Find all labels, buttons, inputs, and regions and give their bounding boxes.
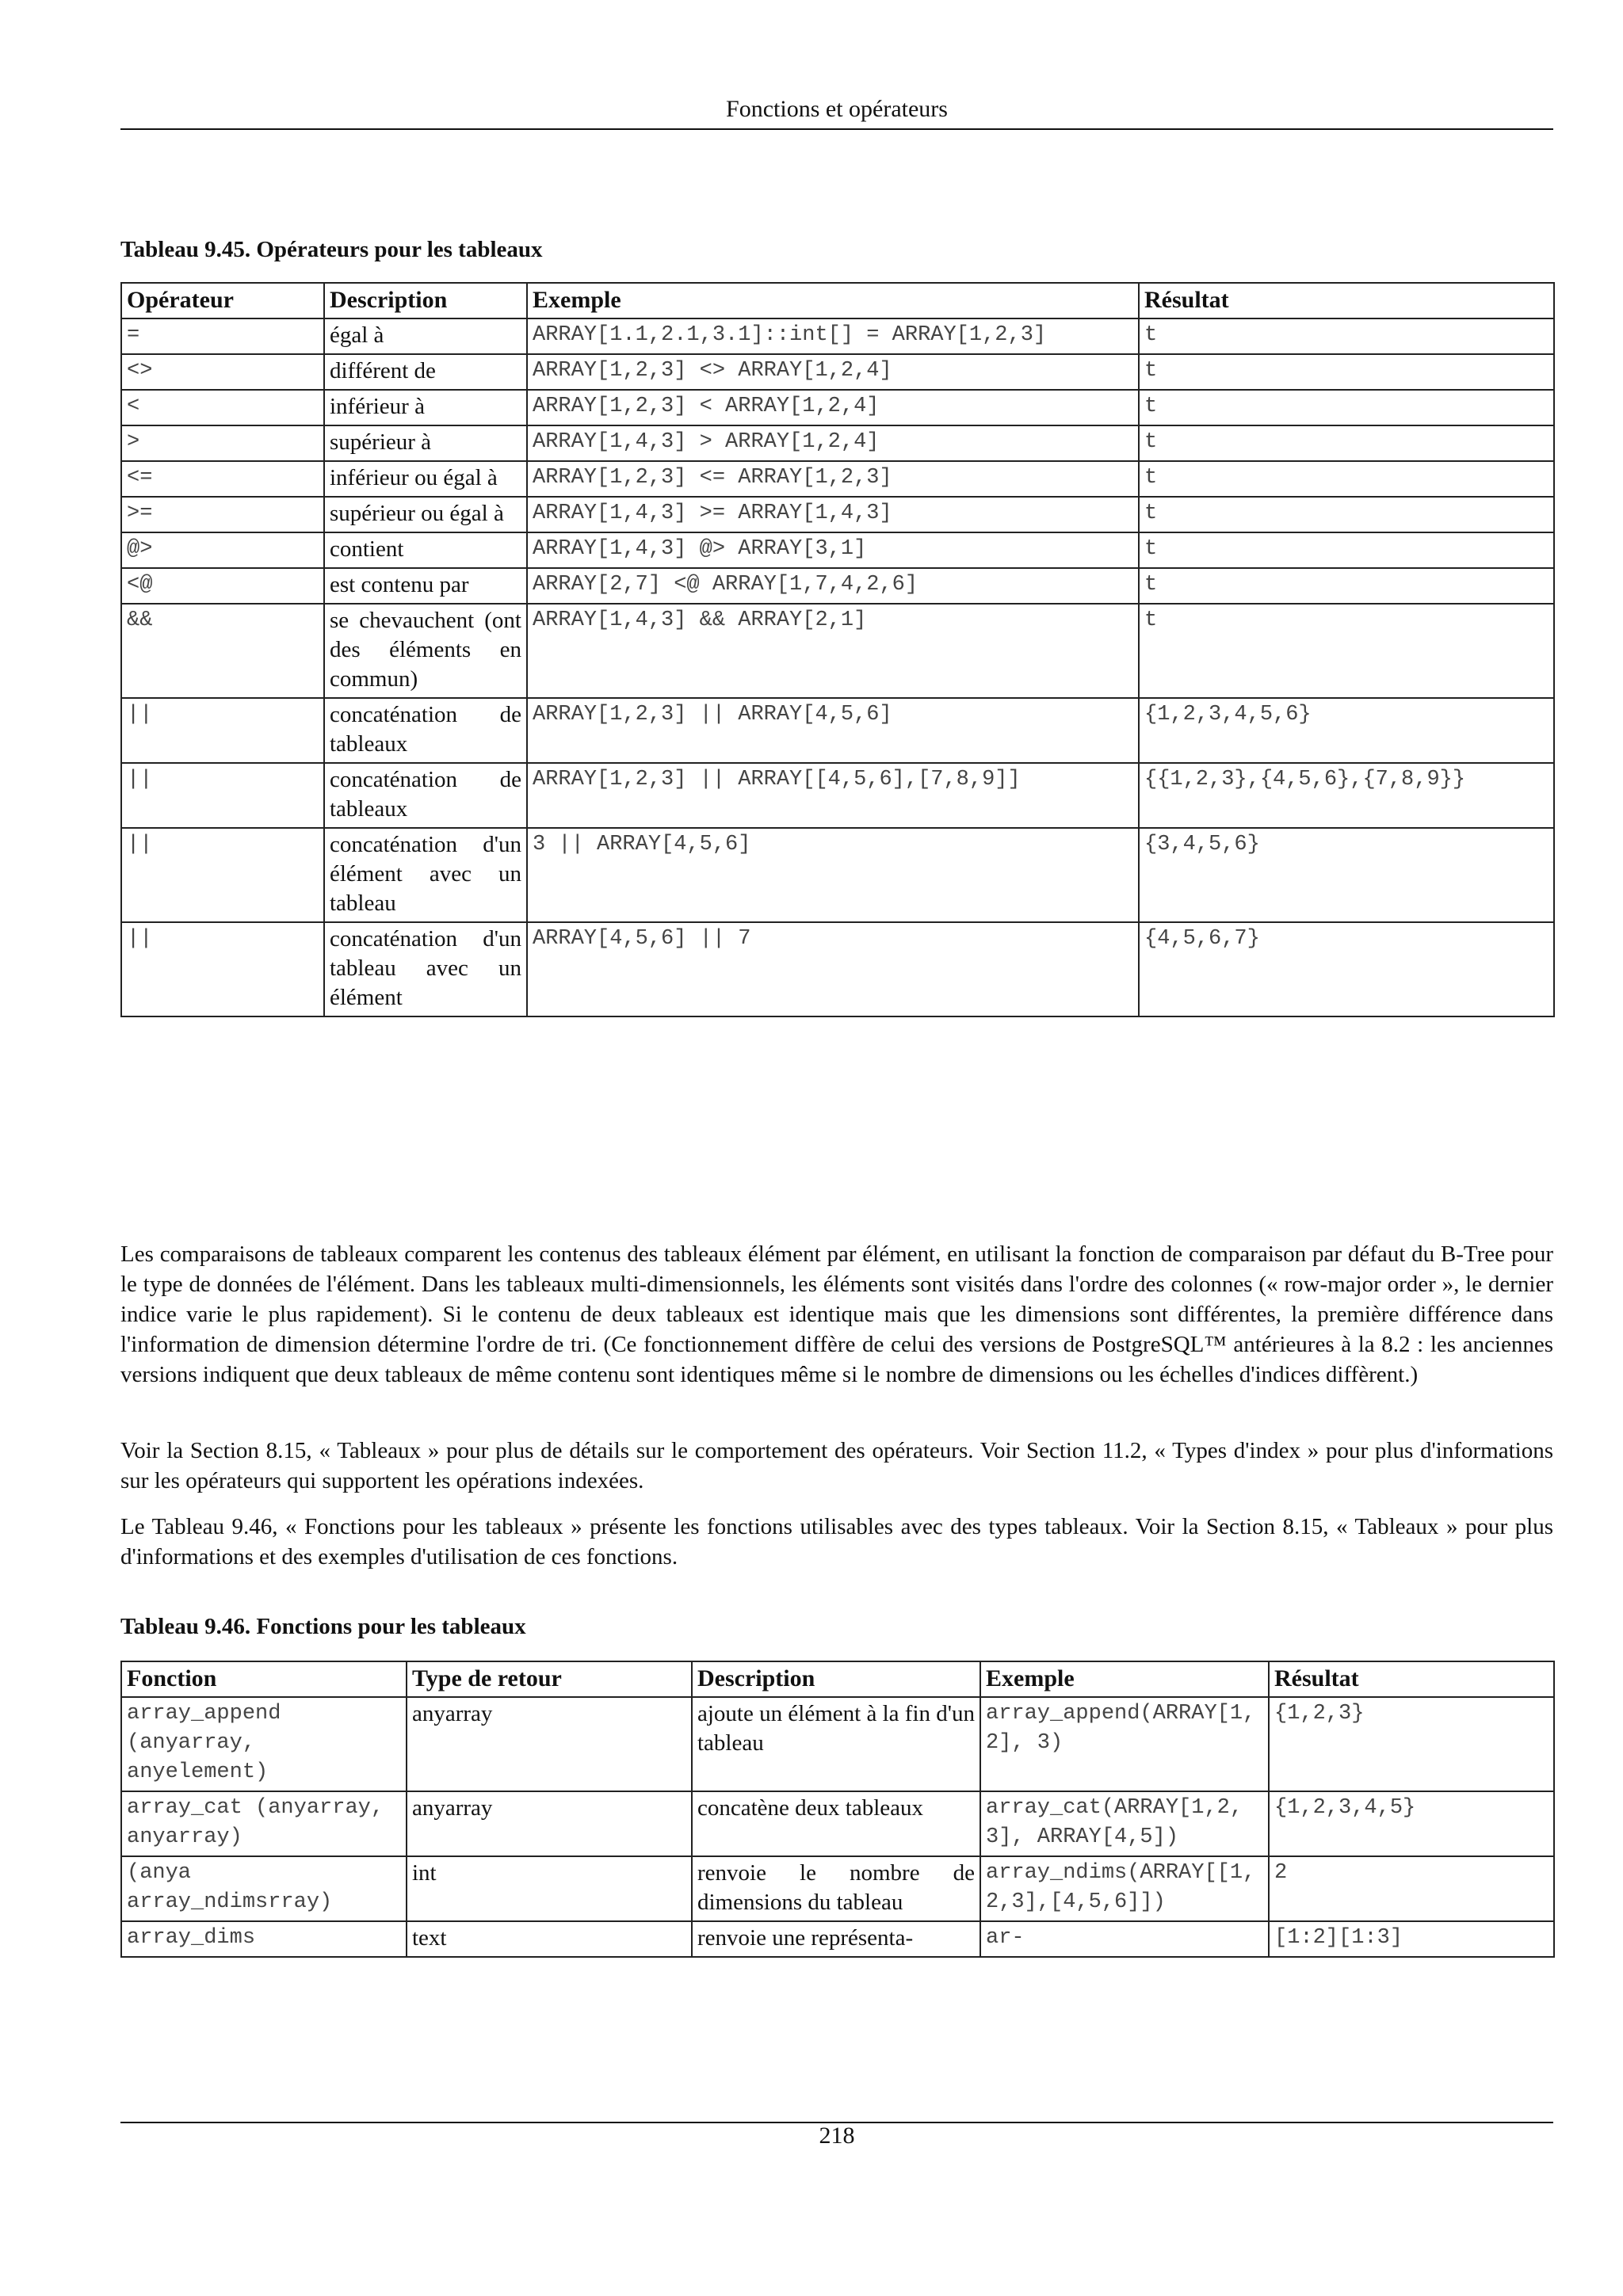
table-header-row xyxy=(121,283,1554,318)
description-cell: contient xyxy=(324,532,527,568)
result-cell: {1,2,3,4,5,6} xyxy=(1139,698,1554,763)
table-row xyxy=(121,1791,1554,1856)
result-cell: t xyxy=(1139,461,1554,497)
table-caption-9-45: Tableau 9.45. Opérateurs pour les tableaux xyxy=(120,237,543,262)
operator-cell: > xyxy=(121,425,324,461)
table-row xyxy=(121,497,1554,532)
running-header: Fonctions et opérateurs xyxy=(726,96,948,122)
description-cell: inférieur ou égal à xyxy=(324,461,527,497)
description-cell: est contenu par xyxy=(324,568,527,604)
description-cell: égal à xyxy=(324,318,527,354)
function-cell: array_append (anyarray, anyelement) xyxy=(121,1697,407,1791)
return-type-cell: anyarray xyxy=(407,1697,692,1791)
example-cell: ARRAY[1,2,3] || ARRAY[4,5,6] xyxy=(527,698,1139,763)
table-row xyxy=(121,922,1554,1016)
table-row xyxy=(121,425,1554,461)
return-type-cell: anyarray xyxy=(407,1791,692,1856)
operator-cell: = xyxy=(121,318,324,354)
table-row xyxy=(121,318,1554,354)
operator-cell: || xyxy=(121,828,324,922)
result-cell: [1:2][1:3] xyxy=(1269,1921,1554,1957)
table-row xyxy=(121,763,1554,828)
column-header: Résultat xyxy=(1139,283,1554,318)
table-caption-9-46: Tableau 9.46. Fonctions pour les tableaux xyxy=(120,1614,526,1639)
operator-cell: || xyxy=(121,698,324,763)
example-cell: array_append(ARRAY[1,2], 3) xyxy=(980,1697,1269,1791)
function-cell: (anya array_ndimsrray) xyxy=(121,1856,407,1921)
column-header: Exemple xyxy=(527,283,1139,318)
paragraph-array-comparison: Les comparaisons de tableaux comparent les contenus des tableaux élément par élément, en utilisant la fonction de comparaison par défaut du B-Tree pour le type de données de l'élément. Dans les tableaux multi-dimensionnels, les éléments sont visités dans l'ordre des colonnes (« row-major order », le dernier indice varie le plus rapidement). Si le contenu de deux tableaux est identique mais que les dimensions sont différentes, la première différence dans l'information de dimension détermine l'ordre de tri. (Ce fonctionnement diffère de celui des versions de PostgreSQL™ antérieures à la 8.2 : les anciennes versions indiquent que deux tableaux de même contenu sont identiques même si le nombre de dimensions ou les échelles d'indices diffèrent.) xyxy=(120,1241,1553,1387)
table-row xyxy=(121,390,1554,425)
column-header: Exemple xyxy=(980,1661,1269,1697)
example-cell: ar- xyxy=(980,1921,1269,1957)
table-row xyxy=(121,1697,1554,1791)
function-cell: array_dims xyxy=(121,1921,407,1957)
result-cell: t xyxy=(1139,425,1554,461)
description-cell: se chevauchent (ont des éléments en commun) xyxy=(324,604,527,698)
result-cell: {{1,2,3},{4,5,6},{7,8,9}} xyxy=(1139,763,1554,828)
column-header: Opérateur xyxy=(121,283,324,318)
result-cell: 2 xyxy=(1269,1856,1554,1921)
result-cell: {3,4,5,6} xyxy=(1139,828,1554,922)
result-cell: {1,2,3} xyxy=(1269,1697,1554,1791)
operator-cell: || xyxy=(121,922,324,1016)
result-cell: t xyxy=(1139,390,1554,425)
result-cell: t xyxy=(1139,497,1554,532)
description-cell: inférieur à xyxy=(324,390,527,425)
table-header-row xyxy=(121,1661,1554,1697)
table-row xyxy=(121,1921,1554,1957)
paragraph-see-section: Voir la Section 8.15, « Tableaux » pour plus de détails sur le comportement des opérateurs. Voir Section 11.2, « Types d'index » pour plus d'informations sur les opérateurs qui supportent les opérations indexées. xyxy=(120,1438,1553,1493)
operator-cell: >= xyxy=(121,497,324,532)
page-number: 218 xyxy=(819,2122,855,2149)
result-cell: t xyxy=(1139,532,1554,568)
example-cell: 3 || ARRAY[4,5,6] xyxy=(527,828,1139,922)
example-cell: ARRAY[4,5,6] || 7 xyxy=(527,922,1139,1016)
column-header: Description xyxy=(692,1661,980,1697)
example-cell: ARRAY[1.1,2.1,3.1]::int[] = ARRAY[1,2,3] xyxy=(527,318,1139,354)
operator-cell: @> xyxy=(121,532,324,568)
table-row xyxy=(121,461,1554,497)
operators-table xyxy=(120,282,1555,1017)
example-cell: ARRAY[1,2,3] < ARRAY[1,2,4] xyxy=(527,390,1139,425)
description-cell: concaténation de tableaux xyxy=(324,763,527,828)
example-cell: ARRAY[1,2,3] <= ARRAY[1,2,3] xyxy=(527,461,1139,497)
operator-cell: && xyxy=(121,604,324,698)
table-row xyxy=(121,354,1554,390)
operator-cell: <@ xyxy=(121,568,324,604)
example-cell: ARRAY[1,4,3] > ARRAY[1,2,4] xyxy=(527,425,1139,461)
example-cell: ARRAY[1,2,3] <> ARRAY[1,2,4] xyxy=(527,354,1139,390)
column-header: Fonction xyxy=(121,1661,407,1697)
description-cell: concatène deux tableaux xyxy=(692,1791,980,1856)
description-cell: ajoute un élément à la fin d'un tableau xyxy=(692,1697,980,1791)
description-cell: renvoie une représenta- xyxy=(692,1921,980,1957)
header-rule xyxy=(120,128,1553,130)
operator-cell: <> xyxy=(121,354,324,390)
column-header: Type de retour xyxy=(407,1661,692,1697)
example-cell: ARRAY[2,7] <@ ARRAY[1,7,4,2,6] xyxy=(527,568,1139,604)
document-page xyxy=(120,0,1553,2296)
table-row xyxy=(121,604,1554,698)
result-cell: {4,5,6,7} xyxy=(1139,922,1554,1016)
function-cell: array_cat (anyarray, anyarray) xyxy=(121,1791,407,1856)
example-cell: array_cat(ARRAY[1,2,3], ARRAY[4,5]) xyxy=(980,1791,1269,1856)
result-cell: t xyxy=(1139,604,1554,698)
result-cell: t xyxy=(1139,568,1554,604)
example-cell: ARRAY[1,4,3] >= ARRAY[1,4,3] xyxy=(527,497,1139,532)
operator-cell: <= xyxy=(121,461,324,497)
example-cell: array_ndims(ARRAY[[1,2,3],[4,5,6]]) xyxy=(980,1856,1269,1921)
description-cell: supérieur ou égal à xyxy=(324,497,527,532)
table-row xyxy=(121,1856,1554,1921)
return-type-cell: int xyxy=(407,1856,692,1921)
description-cell: différent de xyxy=(324,354,527,390)
table-row xyxy=(121,828,1554,922)
result-cell: t xyxy=(1139,318,1554,354)
description-cell: renvoie le nombre de dimensions du tableau xyxy=(692,1856,980,1921)
table-row xyxy=(121,532,1554,568)
description-cell: concaténation d'un tableau avec un élément xyxy=(324,922,527,1016)
functions-table xyxy=(120,1661,1555,1958)
column-header: Description xyxy=(324,283,527,318)
description-cell: concaténation d'un élément avec un tableau xyxy=(324,828,527,922)
example-cell: ARRAY[1,4,3] @> ARRAY[3,1] xyxy=(527,532,1139,568)
table-row xyxy=(121,698,1554,763)
return-type-cell: text xyxy=(407,1921,692,1957)
column-header: Résultat xyxy=(1269,1661,1554,1697)
example-cell: ARRAY[1,2,3] || ARRAY[[4,5,6],[7,8,9]] xyxy=(527,763,1139,828)
table-row xyxy=(121,568,1554,604)
example-cell: ARRAY[1,4,3] && ARRAY[2,1] xyxy=(527,604,1139,698)
description-cell: supérieur à xyxy=(324,425,527,461)
operator-cell: || xyxy=(121,763,324,828)
paragraph-table-intro: Le Tableau 9.46, « Fonctions pour les tableaux » présente les fonctions utilisables avec des types tableaux. Voir la Section 8.15, « Tableaux » pour plus d'informations et des exemples d'utilisation de ces fonctions. xyxy=(120,1514,1553,1569)
result-cell: t xyxy=(1139,354,1554,390)
result-cell: {1,2,3,4,5} xyxy=(1269,1791,1554,1856)
description-cell: concaténation de tableaux xyxy=(324,698,527,763)
operator-cell: < xyxy=(121,390,324,425)
